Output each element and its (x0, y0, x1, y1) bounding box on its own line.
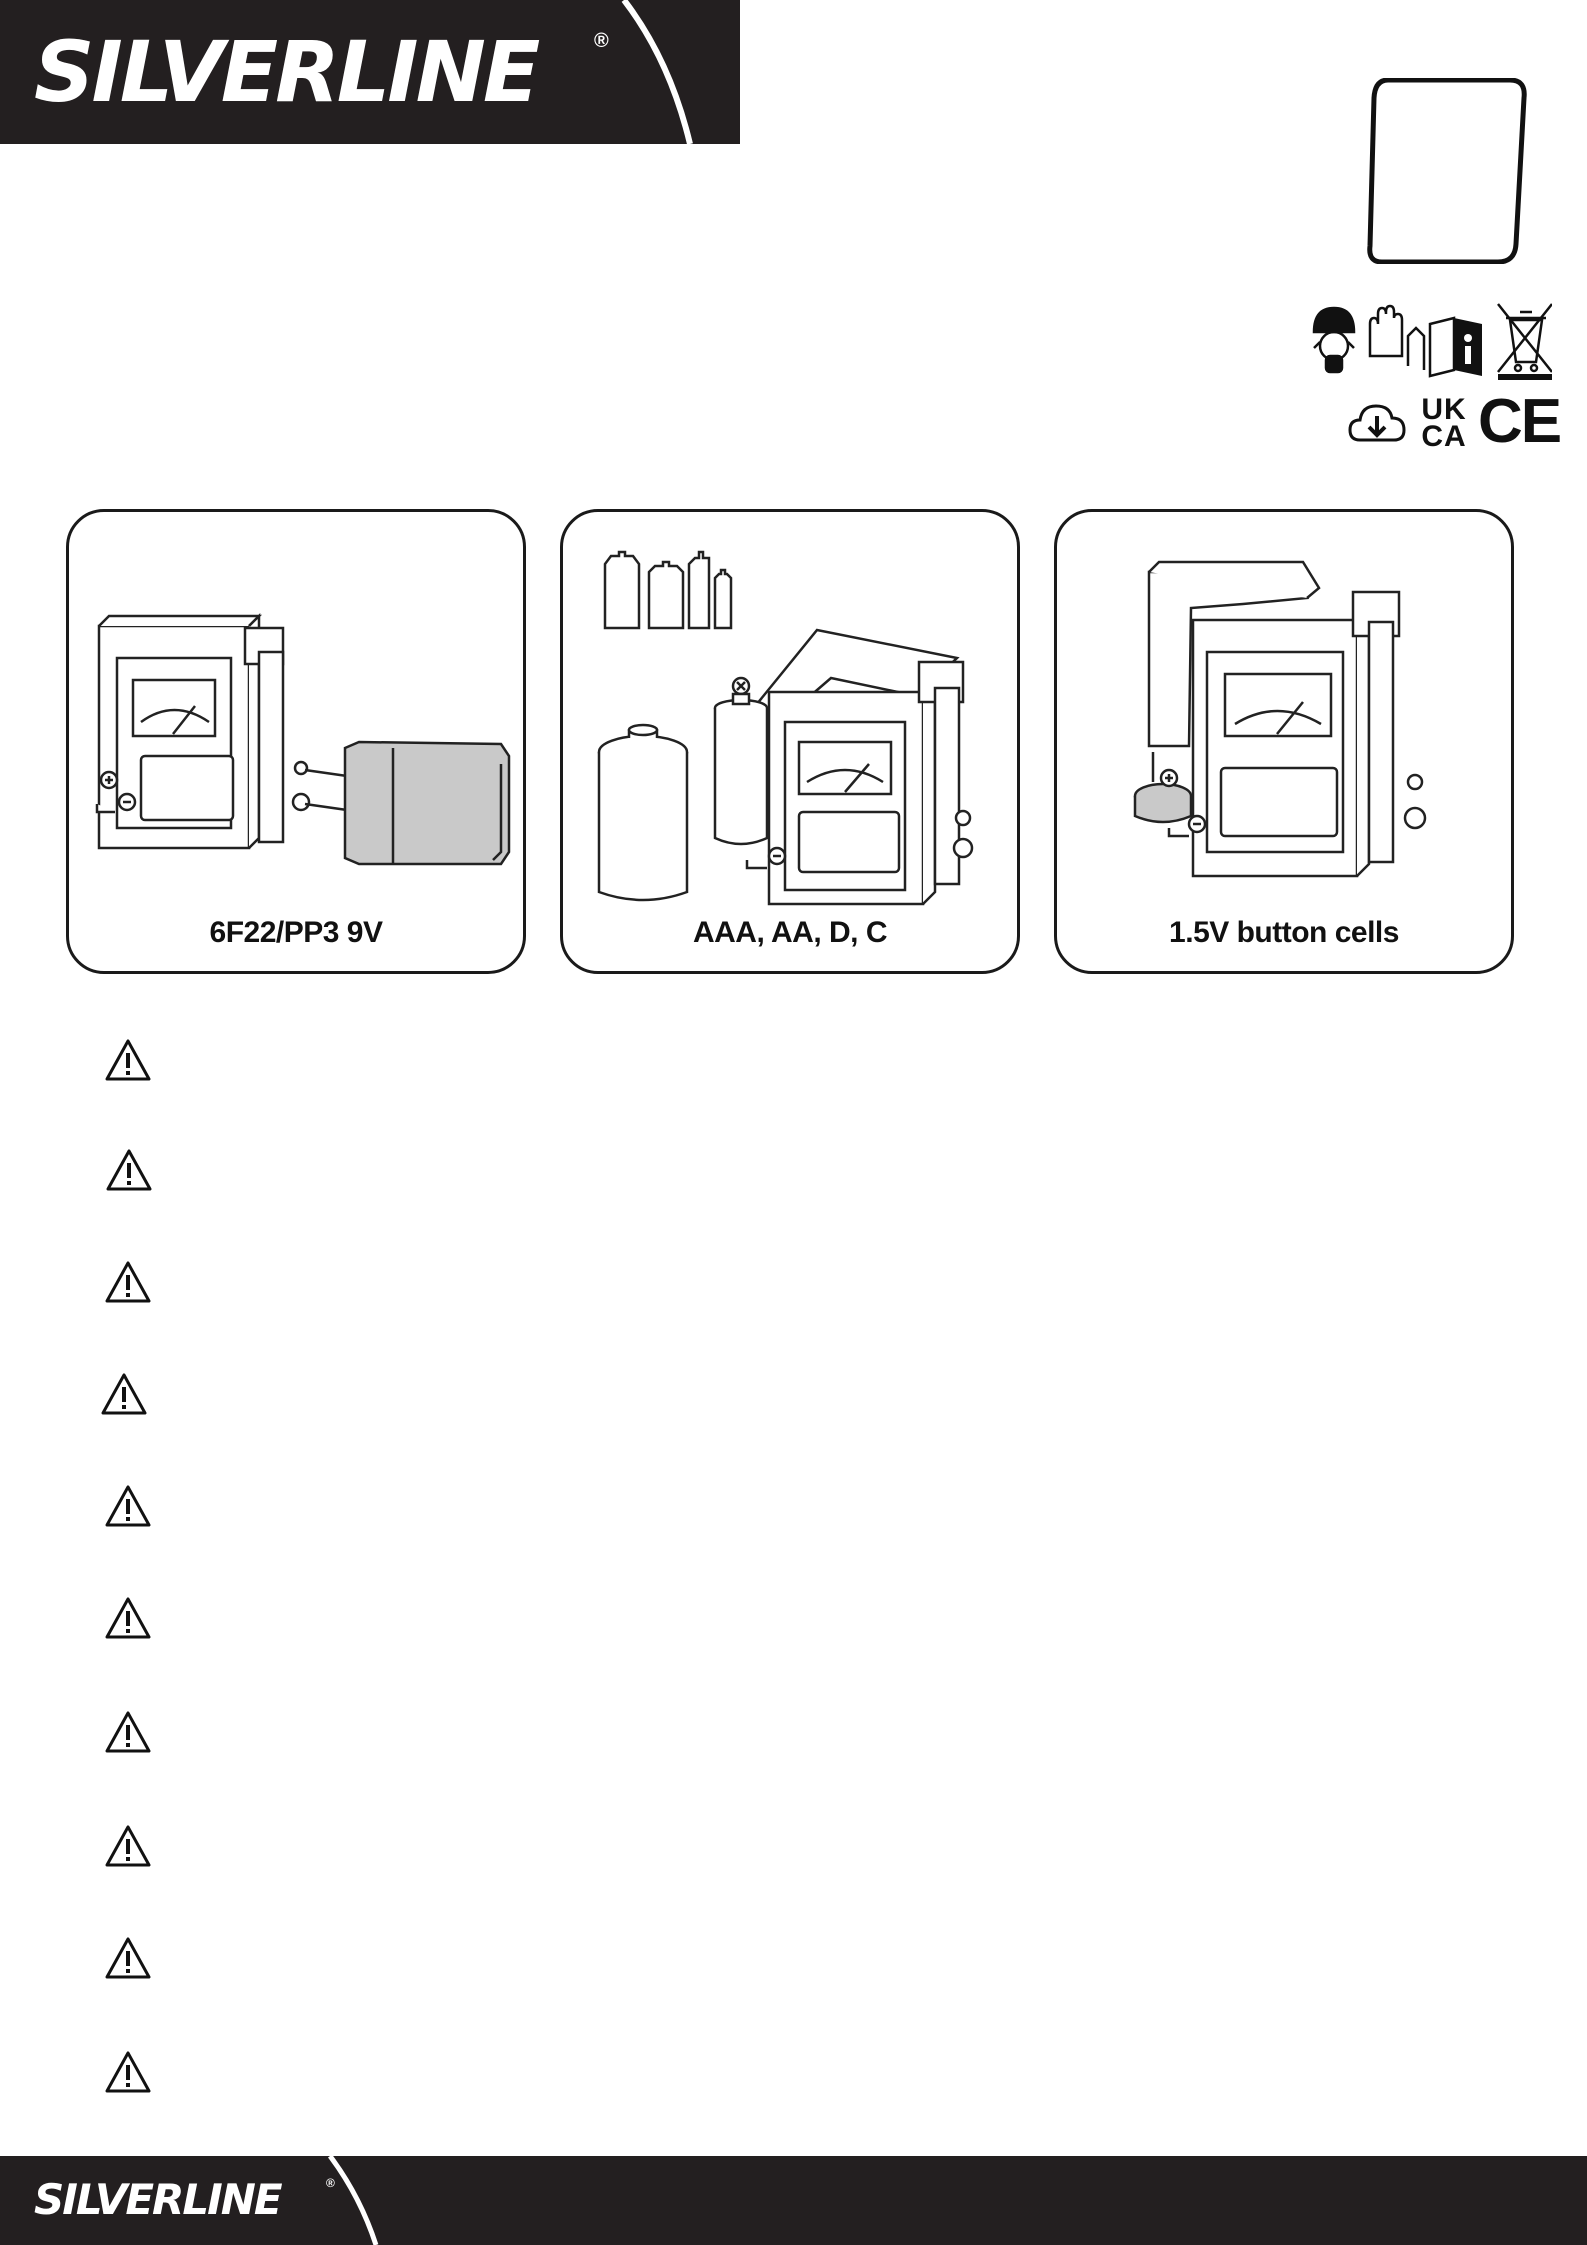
blank-label-box (1366, 78, 1530, 264)
ukca-line-uk: UK (1421, 393, 1467, 426)
footer-brand-logo: SILVERLINE (34, 2175, 281, 2224)
warning-triangle-icon (104, 1710, 152, 1754)
header-banner (0, 0, 740, 144)
warning-list (98, 1038, 158, 2118)
warning-triangle-icon (104, 1260, 152, 1304)
warning-triangle-icon (104, 2050, 152, 2094)
footer-bar (0, 2156, 1587, 2245)
panel-button-cells (1054, 509, 1514, 974)
gloves-icon (1370, 306, 1424, 370)
panel-cylindrical (560, 509, 1020, 974)
weee-bin-icon (1498, 304, 1552, 380)
warning-triangle-icon (100, 1372, 148, 1416)
tester-cylindrical-illustration (563, 512, 1023, 912)
ce-mark: CE (1478, 387, 1561, 456)
panel-caption-9v: 6F22/PP3 9V (209, 916, 383, 949)
warning-triangle-icon (104, 1596, 152, 1640)
ukca-mark (1414, 393, 1474, 453)
warning-triangle-icon (105, 1148, 153, 1192)
footer-registered-mark: ® (326, 2176, 335, 2190)
panel-9v (66, 509, 526, 974)
cloud-download-icon (1348, 396, 1408, 452)
read-manual-icon (1430, 318, 1482, 376)
safety-helmet-icon (1314, 308, 1354, 372)
tester-9v-illustration (69, 512, 529, 912)
certification-icons-row (1348, 387, 1561, 456)
warning-triangle-icon (104, 1824, 152, 1868)
tester-button-illustration (1057, 512, 1517, 912)
safety-icons-row (1310, 302, 1552, 380)
brand-logo: SILVERLINE (34, 23, 538, 121)
registered-mark: ® (594, 30, 609, 52)
panel-caption-cylindrical: AAA, AA, D, C (692, 916, 888, 949)
warning-triangle-icon (104, 1936, 152, 1980)
ukca-line-ca: CA (1421, 420, 1467, 453)
panel-caption-button-cells: 1.5V button cells (1169, 916, 1399, 949)
warning-triangle-icon (104, 1038, 152, 1082)
warning-triangle-icon (104, 1484, 152, 1528)
